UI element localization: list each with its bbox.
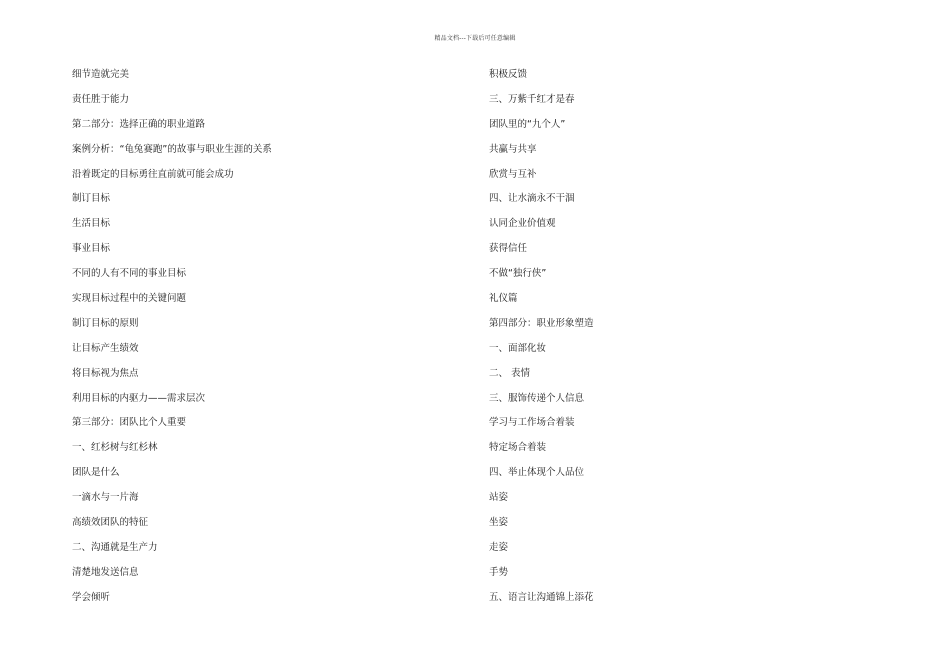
page-header: 精品文档---下载后可任意编辑 xyxy=(434,35,516,42)
list-item: 站姿 xyxy=(489,492,509,504)
list-item: 学习与工作场合着装 xyxy=(489,417,575,429)
list-item: 欣赏与互补 xyxy=(489,168,537,180)
list-item: 不做“独行侠” xyxy=(489,268,547,280)
list-item: 一、面部化妆 xyxy=(489,342,547,354)
list-item: 获得信任 xyxy=(489,243,528,255)
list-item: 坐姿 xyxy=(489,517,509,529)
list-item: 让目标产生绩效 xyxy=(72,342,139,354)
list-item: 团队里的“九个人” xyxy=(489,118,566,130)
list-item: 四、举止体现个人品位 xyxy=(489,467,585,479)
list-item: 第四部分：职业形象塑造 xyxy=(489,317,594,329)
list-item: 沿着既定的目标勇往直前就可能会成功 xyxy=(72,168,234,180)
list-item: 五、语言让沟通锦上添花 xyxy=(489,591,594,603)
list-item: 第三部分：团队比个人重要 xyxy=(72,417,187,429)
list-item: 清楚地发送信息 xyxy=(72,566,139,578)
list-item: 实现目标过程中的关键问题 xyxy=(72,293,187,305)
list-item: 不同的人有不同的事业目标 xyxy=(72,268,187,280)
list-item: 学会倾听 xyxy=(72,591,111,603)
list-item: 二、沟通就是生产力 xyxy=(72,541,158,553)
list-item: 礼仪篇 xyxy=(489,293,518,305)
list-item: 制订目标 xyxy=(72,193,111,205)
list-item: 认同企业价值观 xyxy=(489,218,556,230)
list-item: 三、万紫千红才是春 xyxy=(489,93,575,105)
list-item: 手势 xyxy=(489,566,509,578)
list-item: 共赢与共享 xyxy=(489,143,537,155)
list-item: 三、服饰传递个人信息 xyxy=(489,392,585,404)
list-item: 将目标视为焦点 xyxy=(72,367,139,379)
list-item: 高绩效团队的特征 xyxy=(72,517,149,529)
list-item: 第二部分：选择正确的职业道路 xyxy=(72,118,206,130)
list-item: 一、红杉树与红杉林 xyxy=(72,442,158,454)
list-item: 案例分析：“龟兔赛跑”的故事与职业生涯的关系 xyxy=(72,143,272,155)
right-column-list xyxy=(489,67,594,615)
list-item: 细节造就完美 xyxy=(72,69,130,80)
list-item: 走姿 xyxy=(489,541,509,553)
list-item: 生活目标 xyxy=(72,218,111,230)
list-item: 二、 表情 xyxy=(489,367,531,379)
list-item: 积极反馈 xyxy=(489,69,528,80)
list-item: 特定场合着装 xyxy=(489,442,547,454)
list-item: 利用目标的内驱力——需求层次 xyxy=(72,392,206,404)
list-item: 四、让水滴永不干涸 xyxy=(489,193,575,205)
left-column-list xyxy=(72,67,272,615)
list-item: 事业目标 xyxy=(72,243,111,255)
list-item: 一滴水与一片海 xyxy=(72,492,139,504)
list-item: 团队是什么 xyxy=(72,467,120,479)
list-item: 制订目标的原则 xyxy=(72,317,139,329)
list-item: 责任胜于能力 xyxy=(72,93,130,105)
